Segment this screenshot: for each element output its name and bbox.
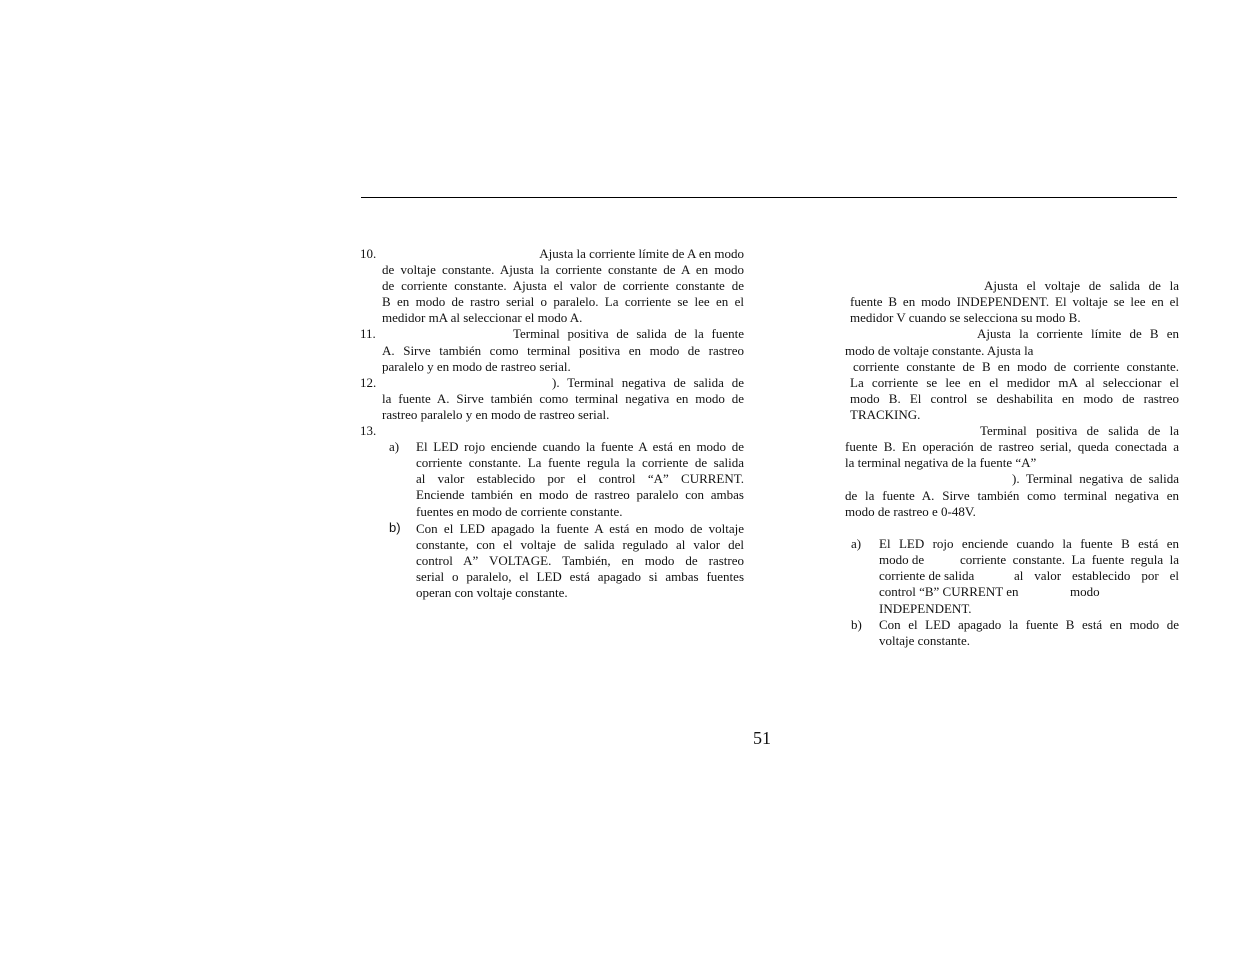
right-block1-line: Ajusta el voltaje de salida de la bbox=[984, 278, 1179, 293]
right-sub-b-label: b) bbox=[851, 617, 862, 632]
right-sub-a-label: a) bbox=[851, 536, 862, 551]
item-13a-line: fuentes en modo de corriente constante. bbox=[416, 504, 623, 519]
right-block2-line: modo B. El control se deshabilita en modo de rastreo bbox=[850, 391, 1179, 406]
item-10-line: medidor mA al seleccionar el modo A. bbox=[382, 310, 583, 325]
item-12-line: ). Terminal negativa de salida de bbox=[552, 375, 744, 390]
right-sub-a-line: modo de bbox=[879, 552, 925, 567]
right-block4-line: ). Terminal negativa de salida bbox=[1012, 471, 1179, 486]
item-11-line: paralelo y en modo de rastreo serial. bbox=[382, 359, 571, 374]
right-block2-line: TRACKING. bbox=[850, 407, 921, 422]
item-10-line: Ajusta la corriente límite de A en modo bbox=[539, 246, 744, 261]
item-12-line: rastreo paralelo y en modo de rastreo serial. bbox=[382, 407, 610, 422]
right-block1-line: medidor V cuando se selecciona su modo B. bbox=[850, 310, 1081, 325]
right-block3-line: fuente B. En operación de rastreo serial, queda conectada a bbox=[845, 439, 1179, 454]
item-13a-line: El LED rojo enciende cuando la fuente A está en modo de bbox=[416, 439, 744, 454]
item-13b-label: b) bbox=[389, 520, 401, 535]
item-13-number: 13. bbox=[360, 423, 377, 438]
item-12-number: 12. bbox=[360, 375, 377, 390]
item-10-line: de voltaje constante. Ajusta la corriente constante de A en modo bbox=[382, 262, 744, 277]
item-13b-line: operan con voltaje constante. bbox=[416, 585, 568, 600]
page-number: 51 bbox=[753, 728, 771, 748]
right-sub-a-line: al valor establecido por el bbox=[1014, 568, 1179, 583]
item-11-line: Terminal positiva de salida de la fuente bbox=[513, 326, 744, 341]
right-block2-line: Ajusta la corriente límite de B en bbox=[977, 326, 1179, 341]
item-12-line: la fuente A. Sirve también como terminal negativa en modo de bbox=[382, 391, 744, 406]
item-13a-label: a) bbox=[389, 439, 400, 454]
right-sub-a-line: El LED rojo enciende cuando la fuente B está en bbox=[879, 536, 1179, 551]
right-block4-line: de la fuente A. Sirve también como terminal negativa en bbox=[845, 488, 1179, 503]
item-10-line: de corriente constante. Ajusta el valor de corriente constante de bbox=[382, 278, 744, 293]
item-13b-line: serial o paralelo, el LED está apagado si ambas fuentes bbox=[416, 569, 744, 584]
item-11-number: 11. bbox=[360, 326, 376, 341]
right-sub-a-line: INDEPENDENT. bbox=[879, 601, 972, 616]
right-block2-line: La corriente se lee en el medidor mA al seleccionar el bbox=[850, 375, 1179, 390]
item-13a-line: al valor establecido por el control “A” CURRENT. bbox=[416, 471, 744, 486]
header-rule bbox=[361, 197, 1177, 198]
item-10-line: B en modo de rastro serial o paralelo. La corriente se lee en el bbox=[382, 294, 744, 309]
item-13a-line: corriente constante. La fuente regula la corriente de salida bbox=[416, 455, 744, 470]
right-sub-a-line: modo bbox=[1070, 584, 1100, 599]
right-block2-line: corriente constante de B en modo de corriente constante. bbox=[853, 359, 1179, 374]
right-sub-a-line: control “B” CURRENT en bbox=[879, 584, 1019, 599]
item-13a-line: Enciende también en modo de rastreo paralelo con ambas bbox=[416, 487, 744, 502]
item-13b-line: Con el LED apagado la fuente A está en modo de voltaje bbox=[416, 521, 744, 536]
right-sub-a-line: corriente constante. La fuente regula la bbox=[960, 552, 1179, 567]
right-block4-line: modo de rastreo e 0-48V. bbox=[845, 504, 976, 519]
item-11-line: A. Sirve también como terminal positiva en modo de rastreo bbox=[382, 343, 744, 358]
item-13b-line: constante, con el voltaje de salida regulado al valor del bbox=[416, 537, 744, 552]
right-sub-b-line: Con el LED apagado la fuente B está en modo de bbox=[879, 617, 1179, 632]
right-block2-line: modo de voltaje constante. Ajusta la bbox=[845, 343, 1034, 358]
right-block1-line: fuente B en modo INDEPENDENT. El voltaje se lee en el bbox=[850, 294, 1179, 309]
item-13b-line: control A” VOLTAGE. También, en modo de rastreo bbox=[416, 553, 744, 568]
right-block3-line: Terminal positiva de salida de la bbox=[980, 423, 1179, 438]
item-10-number: 10. bbox=[360, 246, 377, 261]
right-sub-b-line: voltaje constante. bbox=[879, 633, 970, 648]
right-sub-a-line: corriente de salida bbox=[879, 568, 975, 583]
right-block3-line: la terminal negativa de la fuente “A” bbox=[845, 455, 1037, 470]
